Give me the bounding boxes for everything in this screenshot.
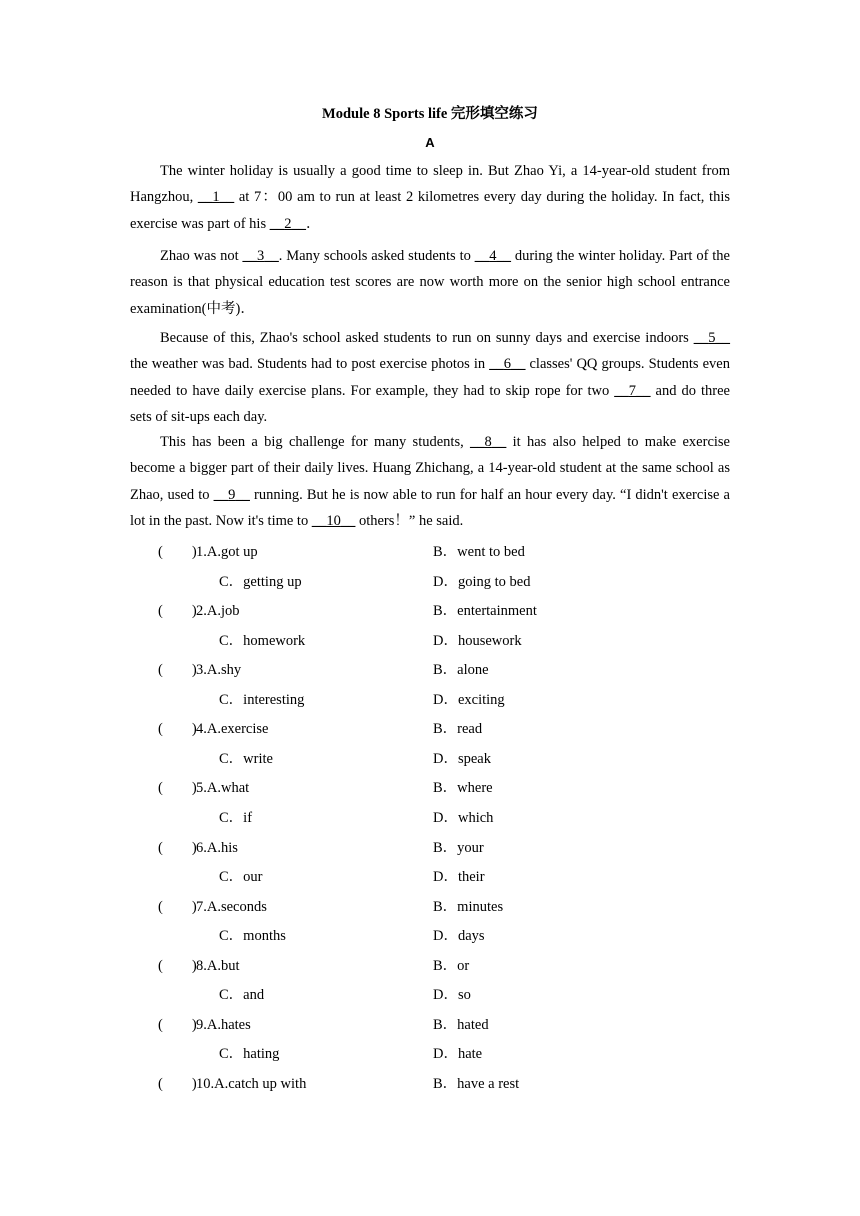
answer-paren: ( ) <box>158 662 197 679</box>
option-a: 3.A.shy <box>196 662 242 679</box>
answer-paren: ( ) <box>158 780 197 797</box>
passage-paragraph-3 <box>130 325 730 431</box>
passage-text: The winter holiday is usually a good time to sleep in. But Zhao Yi, a 14-year-old student from Hangzhou, <box>130 163 730 206</box>
answer-paren: ( ) <box>158 1016 197 1033</box>
answer-paren: ( ) <box>158 603 197 620</box>
option-c: C．getting up <box>219 573 302 590</box>
option-a: 10.A.catch up with <box>196 1075 307 1092</box>
option-b: B．went to bed <box>433 544 525 560</box>
blank-number: 7 <box>628 382 637 399</box>
passage-text: at 7：00 am to run at least 2 kilometres every day during the holiday. In fact, this exercise was part of his <box>130 189 731 232</box>
option-c: C．write <box>219 750 273 767</box>
blank-7: __7__ <box>614 382 651 399</box>
blank-number: 10 <box>326 513 341 530</box>
option-a: 9.A.hates <box>196 1016 251 1033</box>
blank-number: 6 <box>503 356 511 373</box>
option-b: B．entertainment <box>433 603 537 620</box>
blank-10: __10__ <box>311 513 356 530</box>
option-d: D．housework <box>433 632 522 649</box>
blank-8: __8__ <box>470 434 507 450</box>
option-d: D．their <box>433 869 485 886</box>
option-a: 4.A.exercise <box>196 721 269 738</box>
option-b: B．or <box>433 957 470 974</box>
option-c: C．hating <box>219 1046 280 1063</box>
option-c: C．interesting <box>219 691 305 708</box>
blank-number: 9 <box>228 486 236 503</box>
option-d: D．which <box>433 810 494 826</box>
passage-text: Because of this, Zhao's school asked students to run on sunny days and exercise indoors <box>160 330 694 346</box>
passage-text: Zhao was not <box>160 248 243 264</box>
option-b: B．where <box>433 780 493 797</box>
document-title: Module 8 Sports life 完形填空练习 <box>322 106 538 122</box>
answer-paren: ( ) <box>158 839 197 856</box>
option-a: 8.A.but <box>196 957 240 974</box>
option-d: D．going to bed <box>433 573 531 590</box>
passage-text: ． <box>305 215 321 232</box>
blank-5: __5__ <box>693 330 730 346</box>
blank-1: __1__ <box>197 189 235 206</box>
option-c: C．and <box>219 987 265 1004</box>
option-b: B．minutes <box>433 898 504 915</box>
option-c: C．our <box>219 869 263 886</box>
option-a: 6.A.his <box>196 839 238 856</box>
passage-text: it has also helped to make exercise become a bigger part of their daily lives. Huang Zhichang, a 14-year-old student at the same school as Zhao, used to <box>130 434 730 503</box>
passage-paragraph-1 <box>130 158 730 237</box>
option-c: C．months <box>219 928 286 945</box>
blank-number: 5 <box>708 330 716 346</box>
blank-number: 3 <box>256 248 265 264</box>
passage-text: and do three sets of sit-ups each day. <box>130 382 730 426</box>
answer-paren: ( ) <box>158 898 197 915</box>
option-c: C．if <box>219 810 253 826</box>
passage-text: classes' QQ groups. Students even needed to have daily exercise plans. For example, they had to skip rope for two <box>130 356 730 399</box>
option-c: C．homework <box>219 632 306 649</box>
blank-6: __6__ <box>489 356 526 373</box>
answer-paren: ( ) <box>158 544 197 560</box>
answer-paren: ( ) <box>158 721 197 738</box>
blank-4: __4__ <box>474 248 511 264</box>
option-a: 5.A.what <box>196 780 250 797</box>
option-a: 7.A.seconds <box>196 898 267 915</box>
blank-number: 8 <box>484 434 492 450</box>
option-d: D．so <box>433 987 471 1004</box>
blank-number: 2 <box>284 215 292 232</box>
answer-paren: ( ) <box>158 957 197 974</box>
passage-text: others！” he said. <box>355 513 464 530</box>
option-b: B．hated <box>433 1016 489 1033</box>
blank-number: 4 <box>489 248 497 264</box>
option-d: D．days <box>433 928 485 945</box>
option-d: D．exciting <box>433 691 505 708</box>
option-b: B．your <box>433 839 484 856</box>
option-b: B．have a rest <box>433 1075 520 1092</box>
passage-text: running. But he is now able to run for half an hour every day. “I didn't exercise a lot in the past. Now it's time to <box>130 486 730 530</box>
passage-text: during the winter holiday. Part of the reason is that physical education test scores are now worth more on the senior high school entrance examination(中考)． <box>130 248 730 317</box>
option-d: D．speak <box>433 750 491 767</box>
option-a: 2.A.job <box>196 603 240 620</box>
passage-text: This has been a big challenge for many students, <box>160 434 471 450</box>
blank-number: 1 <box>212 189 220 206</box>
passage-text: the weather was bad. Students had to post exercise photos in <box>130 356 490 373</box>
answer-paren: ( ) <box>158 1075 197 1092</box>
passage-paragraph-2 <box>130 243 730 322</box>
option-a: 1.A.got up <box>196 544 258 560</box>
blank-9: __9__ <box>213 486 250 503</box>
option-d: D．hate <box>433 1046 483 1063</box>
section-label: A <box>425 135 435 150</box>
passage-paragraph-4 <box>130 429 730 535</box>
blank-2: __2__ <box>269 215 306 232</box>
passage-text: . Many schools asked students to <box>278 248 475 264</box>
option-b: B．read <box>433 721 483 738</box>
blank-3: __3__ <box>242 248 279 264</box>
option-b: B．alone <box>433 662 489 679</box>
